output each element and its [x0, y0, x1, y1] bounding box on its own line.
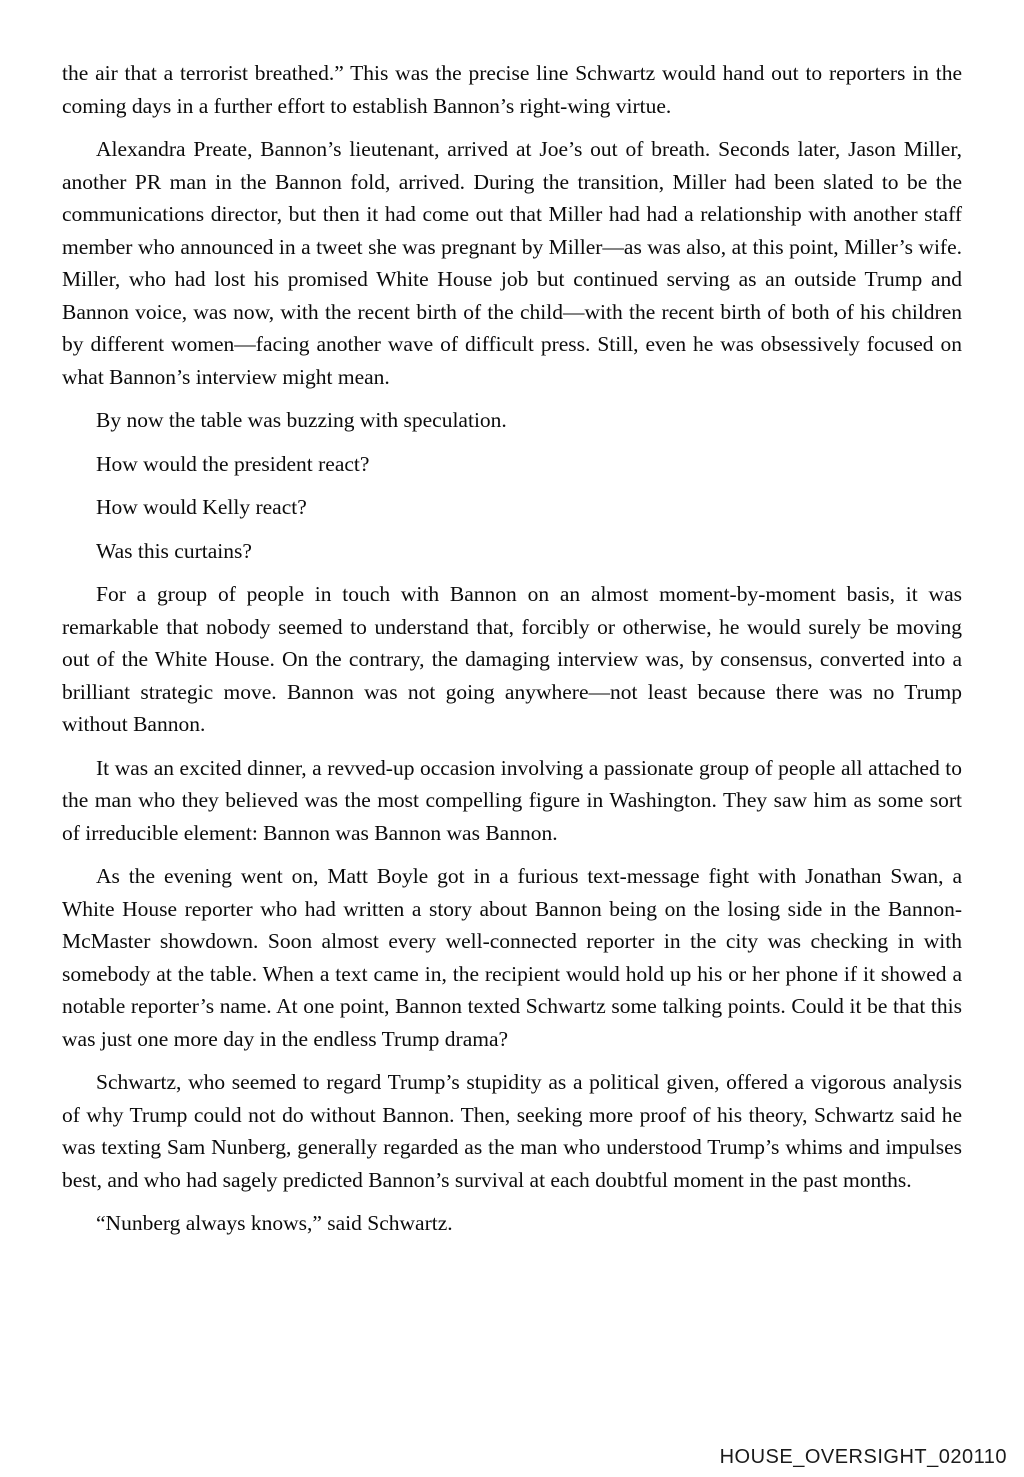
paragraph: Schwartz, who seemed to regard Trump’s stupidity as a political given, offered a vigorous analysis of why Trump could not do without Bannon. Then, seeking more proof of his theory, Schwartz said he was texting Sam Nunberg, generally regarded as the man who understood Trump’s whims and impulses best, and who had sagely predicted Bannon’s survival at each doubtful moment in the past months. [62, 1070, 962, 1192]
paragraph: It was an excited dinner, a revved-up occasion involving a passionate group of people all attached to the man who they believed was the most compelling figure in Washington. They saw him as some sort of irreducible element: Bannon was Bannon was Bannon. [62, 755, 962, 845]
paragraph: By now the table was buzzing with speculation. [96, 408, 507, 432]
paragraph: Was this curtains? [96, 538, 252, 563]
paragraph: the air that a terrorist breathed.” This was the precise line Schwartz would hand out to reporters in the coming days in a further effort to establish Bannon’s right-wing virtue. [62, 61, 962, 118]
paragraph: Alexandra Preate, Bannon’s lieutenant, arrived at Joe’s out of breath. Seconds later, Jason Miller, another PR man in the Bannon fold, arrived. During the transition, Miller had been slated to be the communications director, but then it had come out that Miller had had a relationship with another staff member who announced in a tweet she was pregnant by Miller—as was also, at this point, Miller’s wife. Miller, who had lost his promised White House job but continued serving as an outside Trump and Bannon voice, was now, with the recent birth of the child—with the recent birth of both of his children by different women—facing another wave of difficult press. Still, even he was obsessively focused on what Bannon’s interview might mean. [62, 137, 962, 389]
paragraph: How would Kelly react? [96, 495, 307, 519]
bates-number: HOUSE_OVERSIGHT_020110 [719, 1446, 1007, 1468]
paragraph: How would the president react? [96, 451, 370, 476]
paragraph: For a group of people in touch with Bannon on an almost moment-by-moment basis, it was remarkable that nobody seemed to understand that, forcibly or otherwise, he would surely be moving out of the White House. On the contrary, the damaging interview was, by consensus, converted into a brilliant strategic move. Bannon was not going anywhere—not least because there was no Trump without Bannon. [62, 582, 962, 736]
paragraph: “Nunberg always knows,” said Schwartz. [96, 1211, 453, 1235]
page-text [62, 57, 962, 1251]
paragraph: As the evening went on, Matt Boyle got in a furious text-message fight with Jonathan Swan, a White House reporter who had written a story about Bannon being on the losing side in the Bannon-McMaster showdown. Soon almost every well-connected reporter in the city was checking in with somebody at the table. When a text came in, the recipient would hold up his or her phone if it showed a notable reporter’s name. At one point, Bannon texted Schwartz some talking points. Could it be that this was just one more day in the endless Trump drama? [62, 864, 962, 1051]
